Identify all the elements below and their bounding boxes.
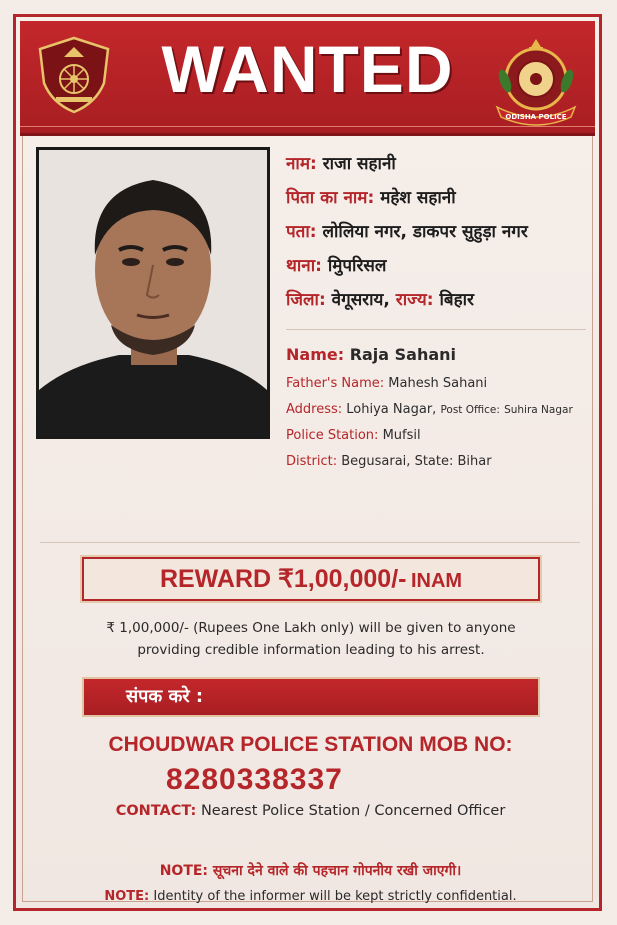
english-address-label: Address:	[286, 402, 343, 417]
note-hindi-value: सूचना देने वाले की पहचान गोपनीय रखी जाएगी।	[212, 863, 462, 879]
note-hindi-label: NOTE:	[159, 863, 209, 879]
hindi-address-label: पता:	[286, 222, 317, 242]
english-father-value: Mahesh Sahani	[388, 376, 488, 391]
hindi-station-label: थाना:	[286, 256, 322, 276]
hindi-state-label: राज्य:	[395, 290, 434, 310]
english-district-row	[286, 449, 596, 475]
note-hindi	[16, 861, 605, 880]
reward-suffix: INAM	[410, 570, 463, 592]
hindi-name-row	[286, 147, 596, 181]
phone-number[interactable]: 8280338337	[166, 763, 343, 796]
odisha-police-badge-icon	[491, 31, 581, 127]
details-divider	[286, 329, 586, 330]
hindi-father-row	[286, 181, 596, 215]
hindi-name-value: राजा सहानी	[322, 154, 396, 174]
english-address-row	[286, 397, 596, 423]
header-banner	[20, 21, 595, 136]
contact-line	[16, 803, 605, 819]
hindi-district-label: जिला:	[286, 290, 326, 310]
note-english-label: NOTE:	[104, 889, 150, 904]
english-name-row	[286, 339, 596, 371]
hindi-district-row	[286, 283, 596, 317]
hindi-station-row	[286, 249, 596, 283]
note-english-value: Identity of the informer will be kept strictly confidential.	[153, 889, 517, 904]
police-station-name: CHOUDWAR POLICE STATION	[108, 733, 414, 756]
reward-desc-line1: ₹ 1,00,000/- (Rupees One Lakh only) will be given to anyone	[106, 620, 516, 636]
contact-value: Nearest Police Station / Concerned Officer	[200, 803, 506, 819]
hindi-district-value: वेगूसराय,	[331, 290, 390, 310]
english-state-label: State:	[414, 454, 454, 469]
hindi-address-row	[286, 215, 596, 249]
reward-desc-line2: providing credible information leading to his arrest.	[137, 642, 485, 658]
english-station-value: Mufsil	[382, 428, 421, 443]
english-name-value: Raja Sahani	[349, 345, 457, 364]
section-divider	[40, 542, 580, 543]
hindi-details	[286, 147, 596, 317]
note-english	[16, 889, 605, 904]
english-state-value: Bihar	[457, 454, 492, 469]
contact-label: CONTACT:	[115, 803, 197, 819]
english-district-label: District:	[286, 454, 338, 469]
english-address-value: Lohiya Nagar,	[346, 402, 437, 417]
suspect-photo	[36, 147, 270, 439]
reward-description	[56, 617, 566, 661]
reward-amount: REWARD ₹1,00,000/-	[159, 565, 407, 593]
hindi-father-label: पिता का नाम:	[286, 188, 375, 208]
hindi-father-value: महेश सहानी	[380, 188, 456, 208]
english-details	[286, 339, 596, 475]
english-post-office-label: Post Office:	[440, 404, 500, 416]
mob-label: MOB NO:	[419, 733, 513, 756]
english-father-row	[286, 371, 596, 397]
english-station-label: Police Station:	[286, 428, 379, 443]
hindi-name-label: नाम:	[286, 154, 317, 174]
contact-bar: संपक करे :	[82, 677, 540, 717]
reward-banner	[82, 557, 540, 601]
badge-label: ODISHA POLICE	[505, 113, 567, 121]
english-station-row	[286, 423, 596, 449]
hindi-state-value: बिहार	[439, 290, 474, 310]
english-name-label: Name:	[286, 345, 345, 364]
wanted-poster	[13, 14, 602, 911]
english-post-office-value: Suhira Nagar	[504, 404, 573, 416]
english-district-value: Begusarai,	[341, 454, 411, 469]
hindi-station-value: मुिपरिसल	[327, 256, 387, 276]
wanted-title: WANTED	[161, 32, 454, 106]
english-father-label: Father's Name:	[286, 376, 385, 391]
police-station-line	[16, 733, 605, 757]
hindi-address-value: लोलिया नगर, डाकपर सुहुड़ा नगर	[322, 222, 528, 242]
portrait-icon	[39, 150, 267, 436]
